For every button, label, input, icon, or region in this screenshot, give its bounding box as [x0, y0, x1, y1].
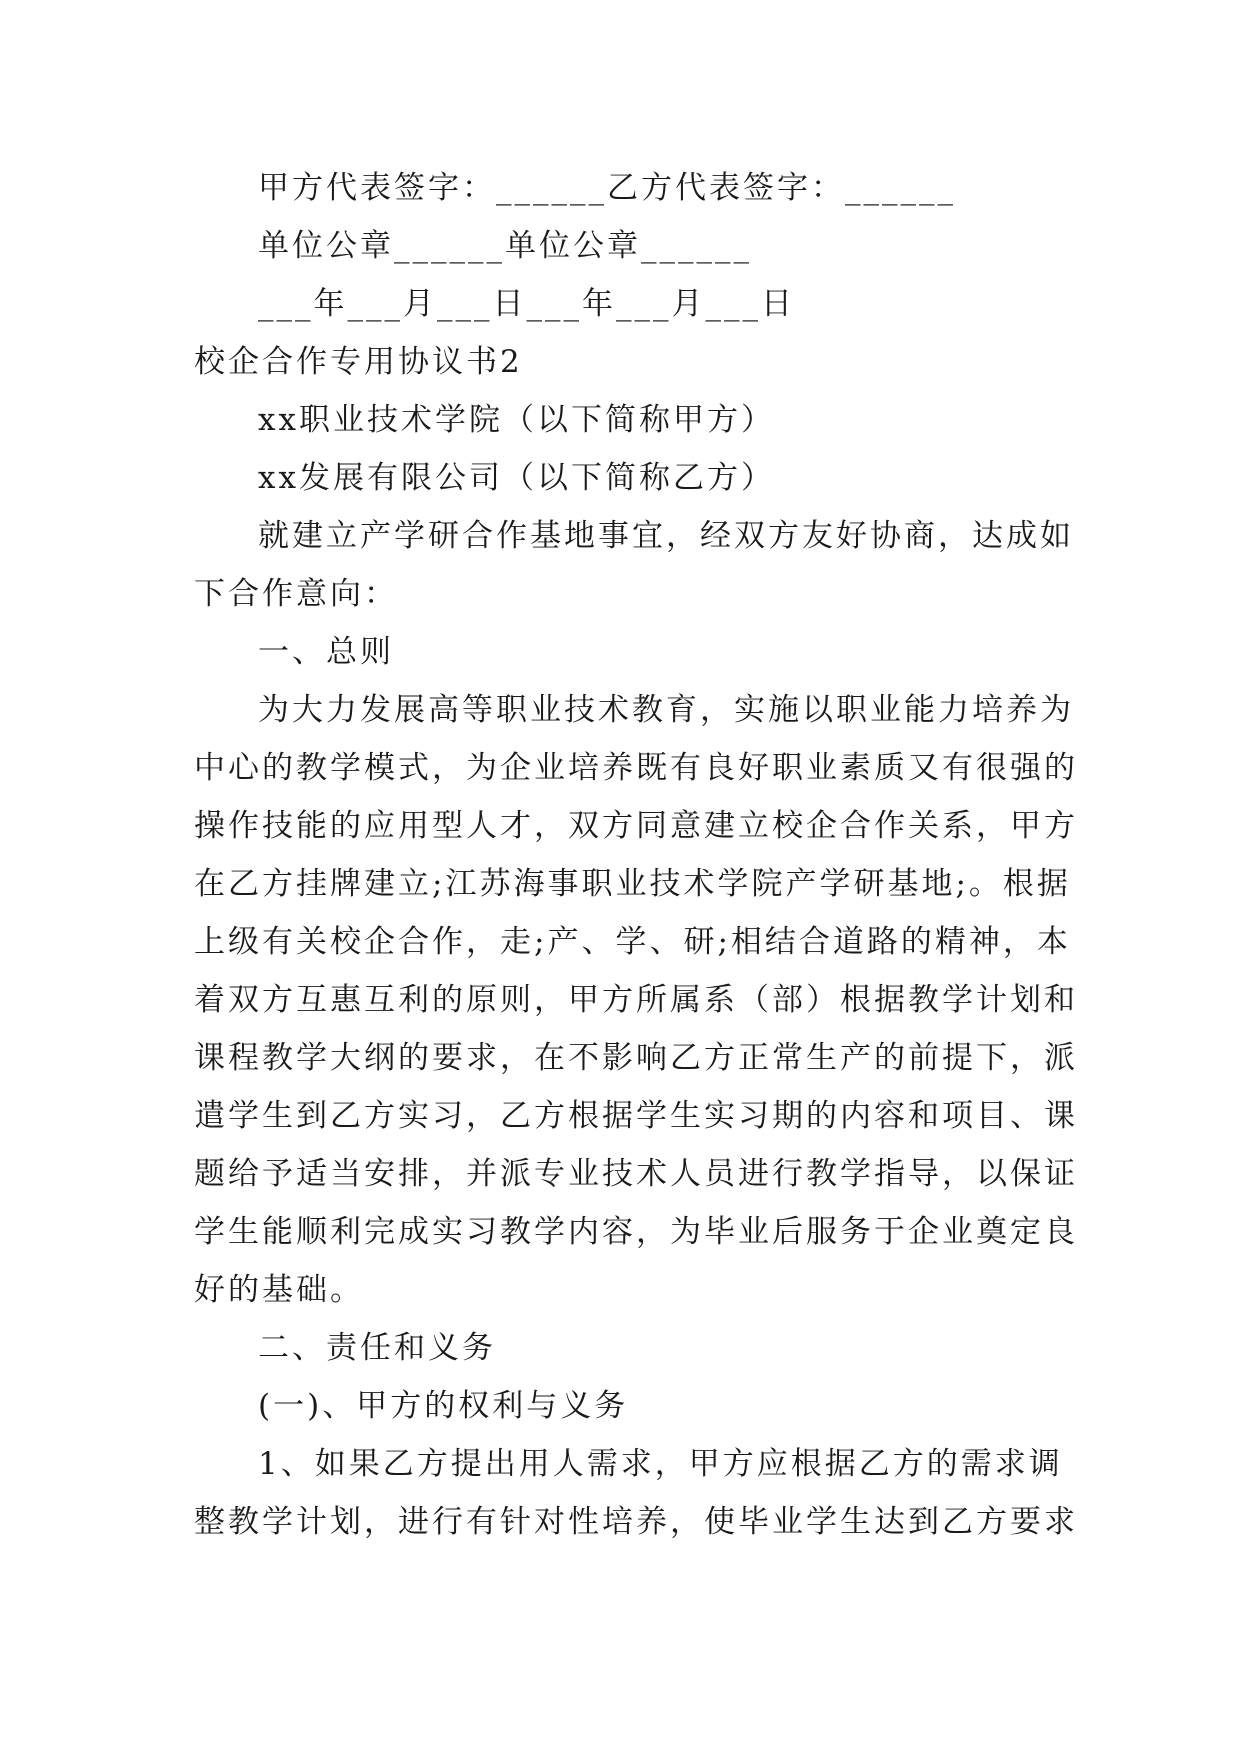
- paragraph-line: 好的基础。: [194, 1272, 364, 1308]
- paragraph-line: 上级有关校企合作，走;产、学、研;相结合道路的精神，本: [194, 924, 1071, 960]
- date-line: ___年___月___日___年___月___日: [258, 286, 795, 322]
- section-heading: 一、总则: [258, 634, 394, 670]
- paragraph-line: 为大力发展高等职业技术教育，实施以职业能力培养为: [258, 692, 1074, 728]
- paragraph-line: 着双方互惠互利的原则，甲方所属系（部）根据教学计划和: [194, 982, 1078, 1018]
- party-b-line: xx发展有限公司（以下简称乙方）: [258, 460, 775, 496]
- paragraph-line: 下合作意向：: [194, 576, 398, 612]
- paragraph-line: 在乙方挂牌建立;江苏海事职业技术学院产学研基地;。根据: [194, 866, 1071, 902]
- signature-line: 甲方代表签字：______乙方代表签字：______: [258, 170, 956, 206]
- paragraph-line: 学生能顺利完成实习教学内容，为毕业后服务于企业奠定良: [194, 1214, 1078, 1250]
- party-a-line: xx职业技术学院（以下简称甲方）: [258, 402, 775, 438]
- paragraph-line: 遣学生到乙方实习，乙方根据学生实习期的内容和项目、课: [194, 1098, 1078, 1134]
- paragraph-line: 题给予适当安排，并派专业技术人员进行教学指导，以保证: [194, 1156, 1078, 1192]
- subsection-heading: (一)、甲方的权利与义务: [258, 1388, 629, 1424]
- paragraph-line: 中心的教学模式，为企业培养既有良好职业素质又有很强的: [194, 750, 1078, 786]
- section-heading: 二、责任和义务: [258, 1330, 496, 1366]
- seal-line: 单位公章______单位公章______: [258, 228, 752, 264]
- document-title: 校企合作专用协议书2: [194, 344, 523, 380]
- paragraph-line: 1、如果乙方提出用人需求，甲方应根据乙方的需求调: [258, 1446, 1063, 1482]
- paragraph-line: 操作技能的应用型人才，双方同意建立校企合作关系，甲方: [194, 808, 1078, 844]
- paragraph-line: 课程教学大纲的要求，在不影响乙方正常生产的前提下，派: [194, 1040, 1078, 1076]
- paragraph-line: 整教学计划，进行有针对性培养，使毕业学生达到乙方要求: [194, 1504, 1078, 1540]
- paragraph-line: 就建立产学研合作基地事宜，经双方友好协商，达成如: [258, 518, 1074, 554]
